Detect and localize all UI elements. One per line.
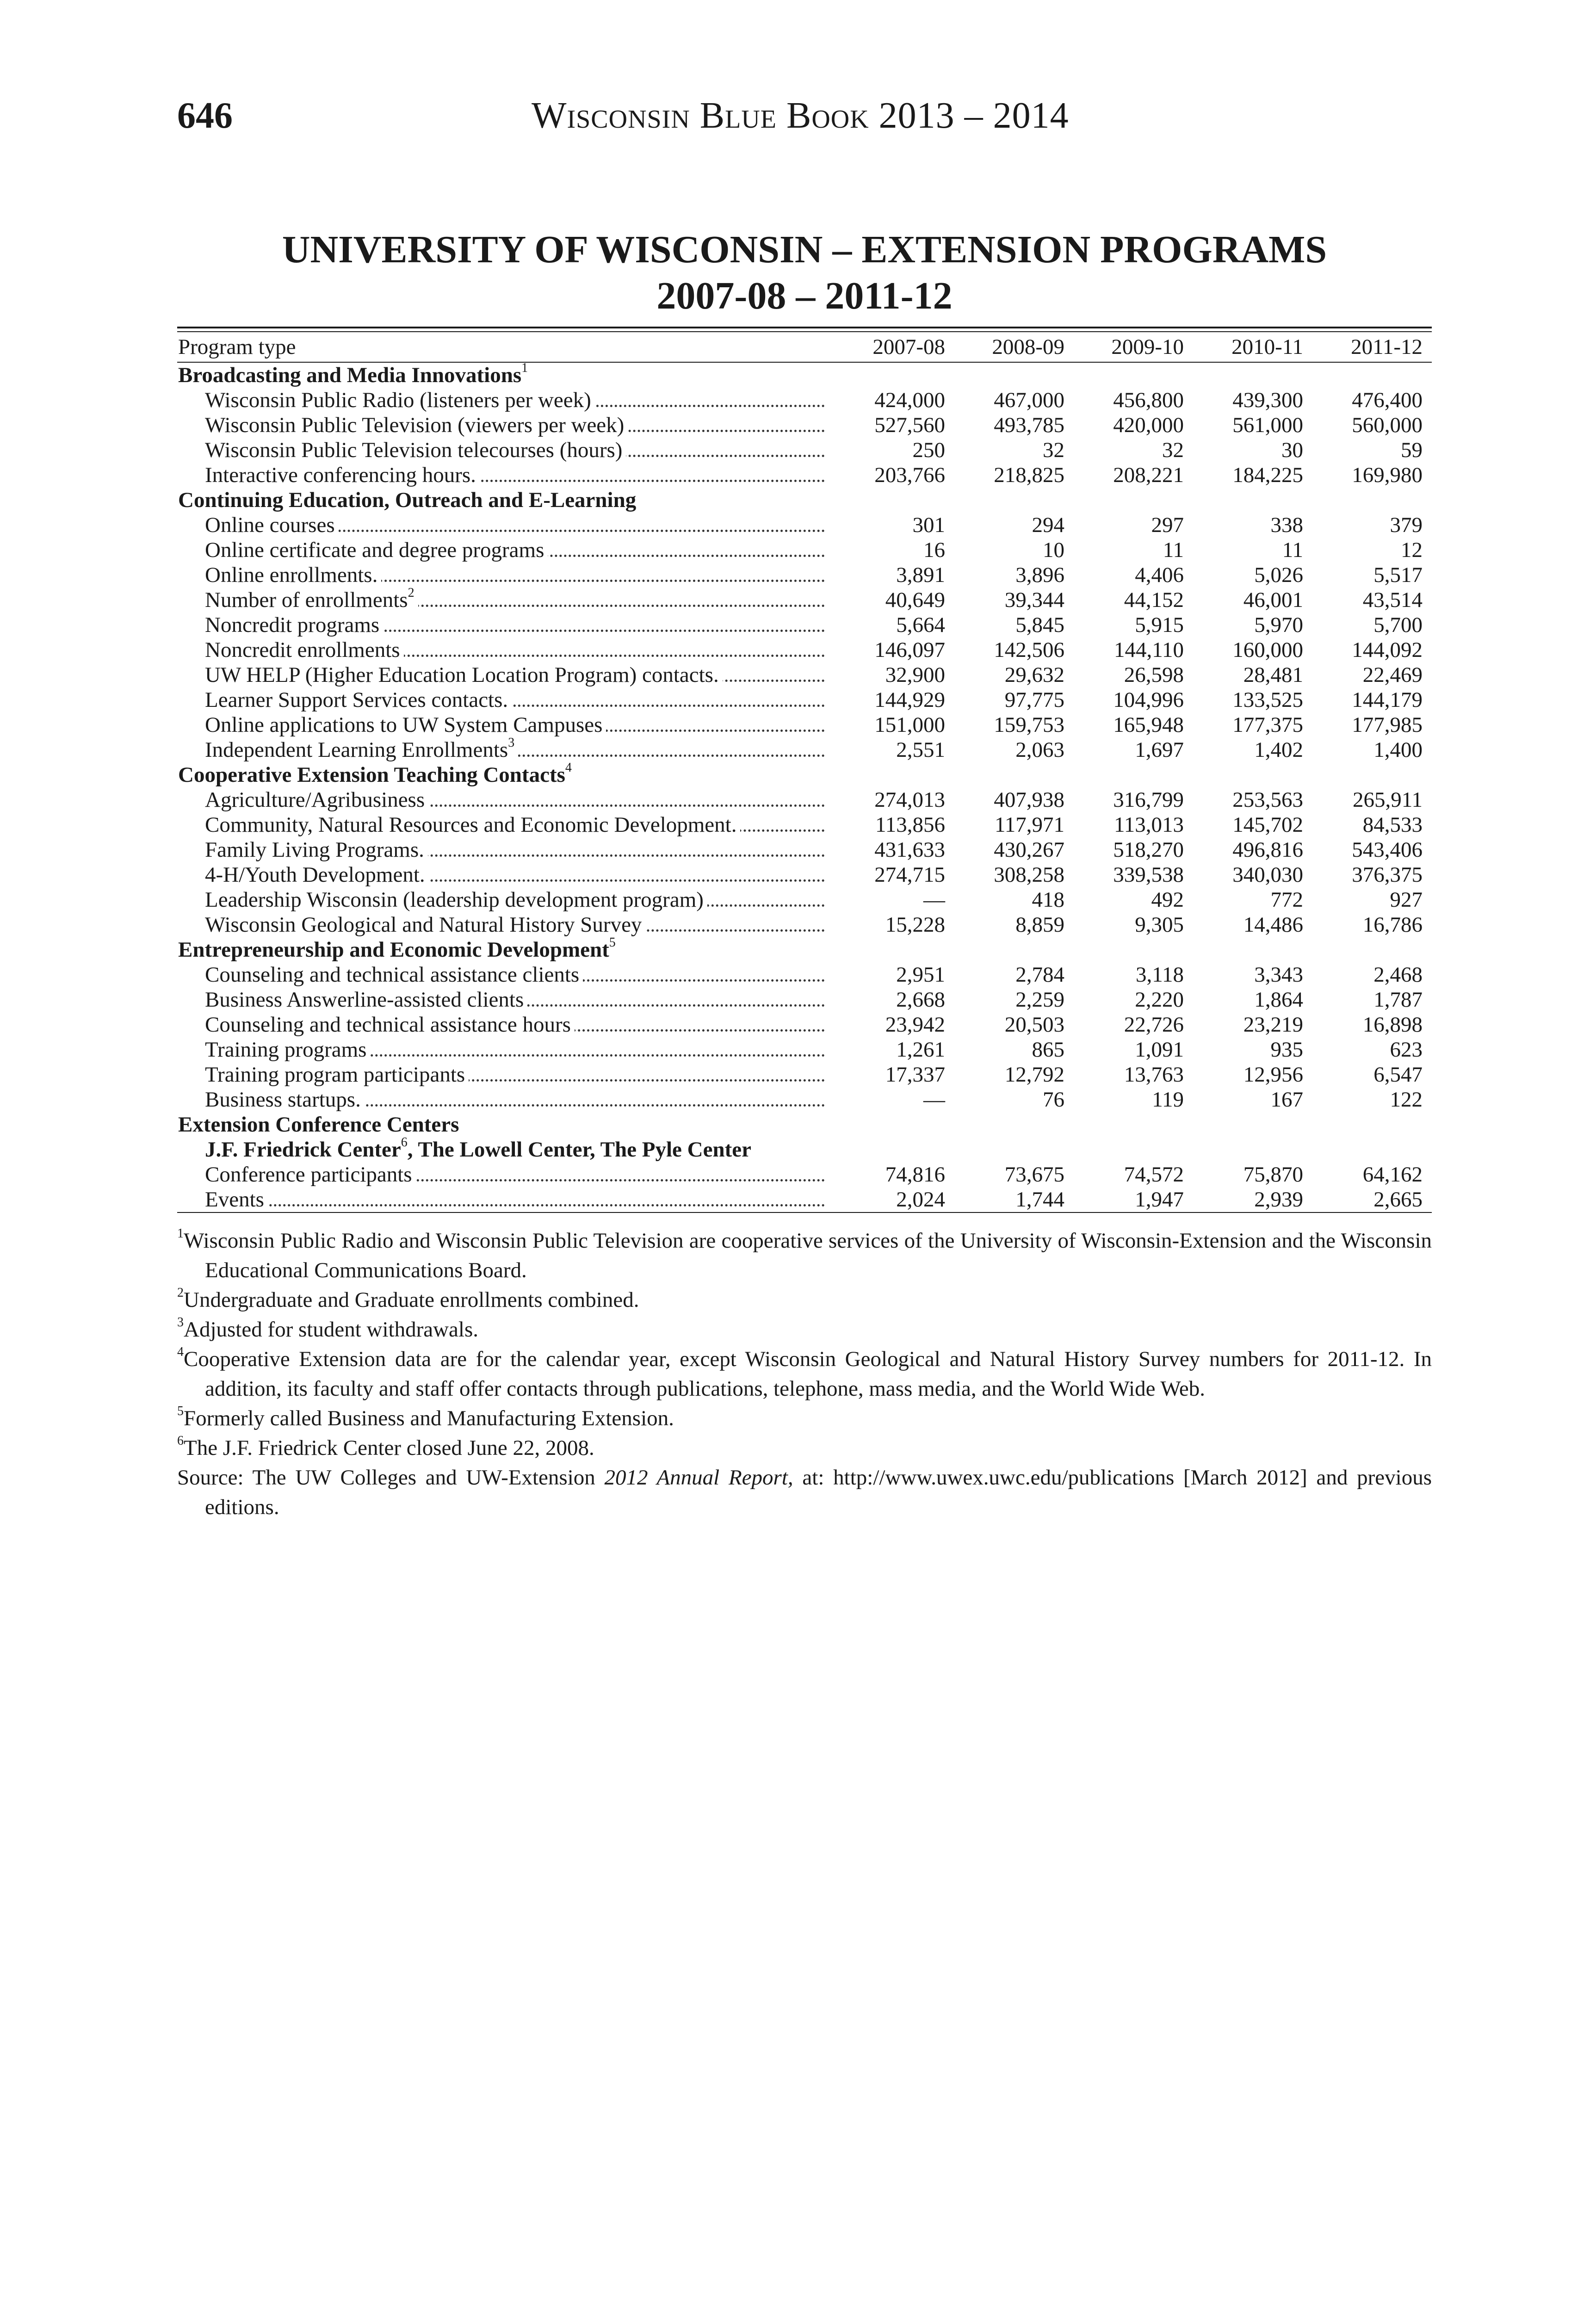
cell-value: 1,091: [1135, 1038, 1184, 1062]
row-label: Learner Support Services contacts.: [177, 687, 835, 712]
cell-value: 29,632: [1004, 663, 1064, 687]
cell-value: 43,514: [1362, 588, 1423, 612]
table-row: [177, 1037, 1432, 1062]
cell-value: 117,971: [994, 813, 1064, 837]
cell-value: 772: [1270, 888, 1303, 912]
table-row: [177, 513, 1432, 538]
cell-value: 169,980: [1352, 463, 1423, 487]
cell-value: 144,110: [1113, 638, 1184, 662]
cell-value: 2,259: [1015, 988, 1064, 1012]
cell-value: 144,179: [1352, 688, 1423, 712]
dot-leader: [205, 1204, 825, 1206]
cell-value: 253,563: [1232, 788, 1303, 812]
cell-value: 26,598: [1124, 663, 1184, 687]
cell-value: 44,152: [1124, 588, 1184, 612]
section-heading-row: [177, 1112, 1432, 1137]
section-heading-row: [177, 762, 1432, 787]
table-row: [177, 662, 1432, 687]
cell-value: 2,784: [1015, 963, 1064, 987]
cell-value: 40,649: [885, 588, 945, 612]
table-row: [177, 787, 1432, 812]
cell-value: 104,996: [1113, 688, 1184, 712]
table-row: [177, 388, 1432, 413]
cell-value: 1,947: [1074, 1187, 1193, 1212]
cell-value: 177,375: [1232, 713, 1303, 737]
column-header: 2008-09: [954, 332, 1074, 362]
cell-value: 2,063: [1015, 738, 1064, 762]
cell-value: 316,799: [1113, 788, 1184, 812]
row-label: Wisconsin Public Television (viewers per week): [177, 413, 835, 438]
cell-value: 122: [1390, 1088, 1423, 1112]
cell-value: 32: [1043, 438, 1064, 462]
cell-value: 543,406: [1352, 838, 1423, 862]
row-label: Noncredit enrollments: [177, 637, 835, 662]
row-label: Online certificate and degree programs: [177, 538, 835, 563]
cell-value: 5,915: [1135, 613, 1184, 637]
subsection-heading: J.F. Friedrick Center$^6$, The Lowell Center, The Pyle Center: [205, 1137, 751, 1162]
cell-value: 518,270: [1113, 838, 1184, 862]
cell-value: 496,816: [1232, 838, 1303, 862]
cell-value: 1,864: [1254, 988, 1303, 1012]
cell-value: 22,726: [1124, 1013, 1184, 1037]
cell-value: 28,481: [1243, 663, 1303, 687]
row-label: Wisconsin Geological and Natural History Survey: [177, 912, 835, 937]
cell-value: 1,402: [1254, 738, 1303, 762]
table-row: [177, 737, 1432, 762]
cell-value: 113,856: [875, 813, 945, 837]
cell-value: 265,911: [1352, 788, 1423, 812]
cell-value: 5,700: [1373, 613, 1423, 637]
cell-value: 32: [1162, 438, 1184, 462]
cell-value: 144,929: [874, 688, 945, 712]
cell-value: 301: [912, 513, 945, 537]
cell-value: 420,000: [1113, 413, 1184, 437]
row-label: Family Living Programs.: [177, 837, 835, 862]
cell-value: 476,400: [1352, 388, 1423, 412]
cell-value: 5,845: [1015, 613, 1064, 637]
row-label: Training program participants: [177, 1062, 835, 1087]
cell-value: 2,024: [835, 1187, 954, 1212]
footnote-2: $^2$Undergraduate and Graduate enrollments combined.: [177, 1286, 639, 1312]
cell-value: 203,766: [874, 463, 945, 487]
row-label: Leadership Wisconsin (leadership development program): [177, 887, 835, 912]
cell-value: 560,000: [1352, 413, 1423, 437]
column-header: Program type: [177, 332, 835, 362]
cell-value: 30: [1281, 438, 1303, 462]
cell-value: 119: [1152, 1088, 1184, 1112]
cell-value: 144,092: [1352, 638, 1423, 662]
section-heading-row: [177, 937, 1432, 962]
cell-value: 5,517: [1373, 563, 1423, 587]
cell-value: 145,702: [1232, 813, 1303, 837]
source-note: Source: The UW Colleges and UW-Extension 2012 Annual Report, at: http://www.uwex.uwc.edu/publications [March 2012] and previous editions.: [177, 1466, 1432, 1519]
cell-value: 133,525: [1232, 688, 1303, 712]
table-row: [177, 1012, 1432, 1037]
cell-value: 184,225: [1232, 463, 1303, 487]
cell-value: 142,506: [994, 638, 1064, 662]
row-label: Wisconsin Public Radio (listeners per week): [177, 388, 835, 413]
cell-value: 39,344: [1004, 588, 1064, 612]
cell-value: 59: [1401, 438, 1423, 462]
cell-value: 4,406: [1135, 563, 1184, 587]
section-heading-row: [177, 362, 1432, 388]
section-heading: Continuing Education, Outreach and E-Learning: [178, 488, 637, 512]
cell-value: 11: [1282, 538, 1303, 562]
cell-value: 250: [912, 438, 945, 462]
page-number: 646: [177, 95, 233, 136]
cell-value: 2,665: [1312, 1187, 1432, 1212]
cell-value: 927: [1390, 888, 1423, 912]
section-heading-row: [177, 488, 1432, 513]
cell-value: 376,375: [1352, 863, 1423, 887]
table-row: [177, 538, 1432, 563]
table-row: [177, 862, 1432, 887]
row-label: Agriculture/Agribusiness: [177, 787, 835, 812]
cell-value: 1,261: [896, 1038, 945, 1062]
cell-value: 424,000: [874, 388, 945, 412]
column-header: 2010-11: [1193, 332, 1312, 362]
cell-value: 561,000: [1232, 413, 1303, 437]
cell-value: 439,300: [1232, 388, 1303, 412]
table-row: [177, 837, 1432, 862]
cell-value: 16,898: [1362, 1013, 1423, 1037]
row-label: Events: [177, 1187, 835, 1212]
cell-value: 1,787: [1373, 988, 1423, 1012]
cell-value: 935: [1270, 1038, 1303, 1062]
cell-value: 1,744: [954, 1187, 1074, 1212]
row-label: UW HELP (Higher Education Location Program) contacts.: [177, 662, 835, 687]
row-label: Interactive conferencing hours.: [177, 463, 835, 488]
cell-value: 208,221: [1113, 463, 1184, 487]
table-row: [177, 563, 1432, 588]
table-row: [177, 887, 1432, 912]
footnotes: [177, 1226, 1432, 1522]
cell-value: 3,118: [1135, 963, 1184, 987]
row-label: Online courses: [177, 513, 835, 538]
cell-value: 76: [1043, 1088, 1064, 1112]
cell-value: 97,775: [1004, 688, 1064, 712]
cell-value: 431,633: [874, 838, 945, 862]
cell-value: 379: [1390, 513, 1423, 537]
table-top-rule: [177, 327, 1432, 332]
cell-value: 308,258: [994, 863, 1064, 887]
cell-value: 146,097: [874, 638, 945, 662]
data-table: [177, 332, 1432, 1213]
cell-value: 16,786: [1362, 913, 1423, 937]
cell-value: 6,547: [1373, 1063, 1423, 1087]
column-header: 2009-10: [1074, 332, 1193, 362]
title-line-1: UNIVERSITY OF WISCONSIN – EXTENSION PROGRAMS: [282, 228, 1327, 271]
cell-value: 8,859: [1015, 913, 1064, 937]
cell-value: 456,800: [1113, 388, 1184, 412]
cell-value: 12: [1401, 538, 1423, 562]
cell-value: 5,026: [1254, 563, 1303, 587]
cell-value: 2,220: [1135, 988, 1184, 1012]
table-title: [177, 227, 1432, 319]
cell-value: 623: [1390, 1038, 1423, 1062]
cell-value: 294: [1032, 513, 1064, 537]
cell-value: 23,942: [885, 1013, 945, 1037]
row-label: Conference participants: [177, 1162, 835, 1187]
cell-value: 865: [1032, 1038, 1064, 1062]
cell-value: —: [923, 888, 945, 912]
table-row: [177, 637, 1432, 662]
cell-value: 12,792: [1004, 1063, 1064, 1087]
cell-value: 159,753: [994, 713, 1064, 737]
cell-value: 1,697: [1135, 738, 1184, 762]
data-table-container: [177, 327, 1432, 1213]
cell-value: 10: [1043, 538, 1064, 562]
table-row: [177, 438, 1432, 463]
column-header: 2011-12: [1312, 332, 1432, 362]
cell-value: 46,001: [1243, 588, 1303, 612]
table-row: [177, 1087, 1432, 1112]
row-label: Online enrollments.: [177, 563, 835, 588]
cell-value: 5,970: [1254, 613, 1303, 637]
table-row: [177, 812, 1432, 837]
cell-value: 492: [1151, 888, 1184, 912]
cell-value: 527,560: [874, 413, 945, 437]
title-line-2: 2007-08 – 2011-12: [656, 274, 953, 317]
cell-value: 165,948: [1113, 713, 1184, 737]
cell-value: 113,013: [1113, 813, 1184, 837]
row-label: Wisconsin Public Television telecourses (hours): [177, 438, 835, 463]
cell-value: 14,486: [1243, 913, 1303, 937]
section-heading: Extension Conference Centers: [178, 1113, 459, 1137]
cell-value: 160,000: [1232, 638, 1303, 662]
cell-value: 17,337: [885, 1063, 945, 1087]
row-label: Business Answerline-assisted clients: [177, 987, 835, 1012]
cell-value: 3,896: [1015, 563, 1064, 587]
cell-value: 167: [1270, 1088, 1303, 1112]
row-label: Training programs: [177, 1037, 835, 1062]
column-header: 2007-08: [835, 332, 954, 362]
footnote-5: $^5$Formerly called Business and Manufacturing Extension.: [177, 1404, 674, 1430]
cell-value: 16: [923, 538, 945, 562]
cell-value: 2,939: [1193, 1187, 1312, 1212]
footnote-6: $^6$The J.F. Friedrick Center closed June 22, 2008.: [177, 1434, 594, 1460]
section-heading: Entrepreneurship and Economic Development$^5$: [178, 937, 616, 962]
cell-value: 13,763: [1124, 1063, 1184, 1087]
cell-value: 12,956: [1243, 1063, 1303, 1087]
cell-value: 2,951: [896, 963, 945, 987]
row-label: Business startups.: [177, 1087, 835, 1112]
table-row: [177, 962, 1432, 987]
table-row: [177, 687, 1432, 712]
cell-value: 2,668: [896, 988, 945, 1012]
cell-value: 218,825: [994, 463, 1064, 487]
cell-value: —: [923, 1088, 945, 1112]
cell-value: 74,816: [885, 1163, 945, 1187]
cell-value: 274,715: [874, 863, 945, 887]
running-title: Wisconsin Blue Book 2013 – 2014: [532, 95, 1069, 136]
cell-value: 5,664: [896, 613, 945, 637]
table-body: [177, 362, 1432, 1212]
table-row: [177, 1162, 1432, 1187]
footnote-4: $^4$Cooperative Extension data are for the calendar year, except Wisconsin Geological and Natural History Survey numbers for 2011-12. In addition, its faculty and staff offer contacts through publications, telephone, mass media, and the World Wide Web.: [177, 1345, 1432, 1401]
table-row: [177, 463, 1432, 488]
row-label: 4-H/Youth Development.: [177, 862, 835, 887]
cell-value: 407,938: [994, 788, 1064, 812]
row-label: Number of enrollments$^2$: [177, 588, 835, 612]
cell-value: 3,891: [896, 563, 945, 587]
cell-value: 339,538: [1113, 863, 1184, 887]
table-row: [177, 413, 1432, 438]
cell-value: 177,985: [1352, 713, 1423, 737]
cell-value: 274,013: [874, 788, 945, 812]
cell-value: 297: [1151, 513, 1184, 537]
cell-value: 20,503: [1004, 1013, 1064, 1037]
cell-value: 32,900: [885, 663, 945, 687]
cell-value: 11: [1163, 538, 1184, 562]
cell-value: 64,162: [1362, 1163, 1423, 1187]
table-row: [177, 1062, 1432, 1087]
cell-value: 22,469: [1362, 663, 1423, 687]
row-label: Counseling and technical assistance clients: [177, 962, 835, 987]
section-heading: Cooperative Extension Teaching Contacts$^4$: [178, 762, 572, 787]
cell-value: 151,000: [874, 713, 945, 737]
table-row: [177, 1187, 1432, 1212]
cell-value: 9,305: [1135, 913, 1184, 937]
cell-value: 23,219: [1243, 1013, 1303, 1037]
cell-value: 340,030: [1232, 863, 1303, 887]
cell-value: 493,785: [994, 413, 1064, 437]
footnote-3: $^3$Adjusted for student withdrawals.: [177, 1315, 479, 1342]
cell-value: 3,343: [1254, 963, 1303, 987]
row-label: Online applications to UW System Campuses: [177, 712, 835, 737]
cell-value: 1,400: [1373, 738, 1423, 762]
cell-value: 74,572: [1124, 1163, 1184, 1187]
subsection-heading-row: [177, 1137, 1432, 1162]
cell-value: 84,533: [1362, 813, 1423, 837]
section-heading: Broadcasting and Media Innovations$^1$: [178, 362, 528, 387]
cell-value: 467,000: [994, 388, 1064, 412]
table-row: [177, 588, 1432, 612]
cell-value: 418: [1032, 888, 1064, 912]
cell-value: 73,675: [1004, 1163, 1064, 1187]
cell-value: 430,267: [994, 838, 1064, 862]
row-label: Counseling and technical assistance hours: [177, 1012, 835, 1037]
cell-value: 2,551: [896, 738, 945, 762]
cell-value: 338: [1270, 513, 1303, 537]
table-row: [177, 912, 1432, 937]
table-header-row: [177, 332, 1432, 362]
cell-value: 75,870: [1243, 1163, 1303, 1187]
footnote-1: $^1$Wisconsin Public Radio and Wisconsin Public Television are cooperative services of the University of Wisconsin-Extension and the Wisconsin Educational Communications Board.: [177, 1226, 1432, 1282]
cell-value: 15,228: [885, 913, 945, 937]
page-header: [177, 95, 1432, 136]
table-row: [177, 712, 1432, 737]
row-label: Independent Learning Enrollments$^3$: [177, 737, 835, 762]
table-row: [177, 987, 1432, 1012]
cell-value: 2,468: [1373, 963, 1423, 987]
row-label: Noncredit programs: [177, 612, 835, 637]
row-label: Community, Natural Resources and Economic Development.: [177, 812, 835, 837]
table-row: [177, 612, 1432, 637]
